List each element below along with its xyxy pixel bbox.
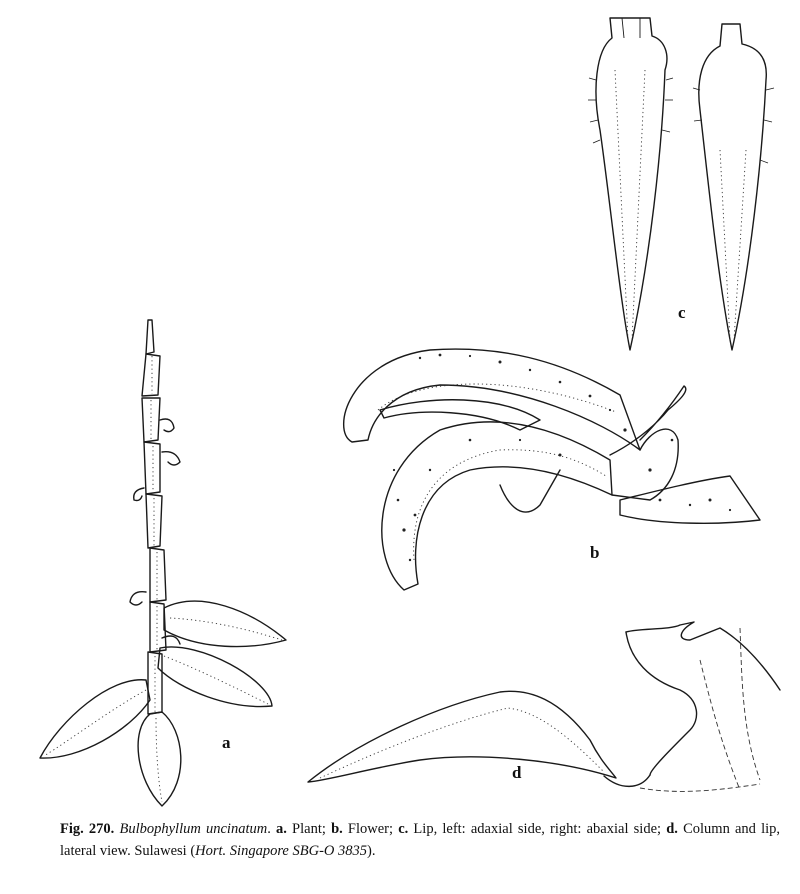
caption-text-a: Plant; [286,821,332,837]
caption-text-c: Lip, left: adaxial side, right: abaxial side; [408,821,667,837]
caption-fig-number: Fig. 270. [60,821,115,837]
panel-d-column-lip [308,622,780,791]
caption-voucher: Hort. Singapore SBG-O 3835 [195,843,367,859]
panel-b-flower [344,349,760,590]
caption-end: ). [367,843,376,859]
panel-label-b: b [590,543,600,562]
caption-text-b: Flower; [342,821,399,837]
panel-label-c: c [678,303,686,322]
panel-label-d: d [512,763,522,782]
panel-c-lip [588,18,774,350]
panel-a-plant [40,320,286,806]
figure-caption [60,818,780,862]
caption-key-c: c. [398,821,409,837]
panel-label-a: a [222,733,231,752]
caption-key-d: d. [666,821,678,837]
caption-key-b: b. [331,821,343,837]
caption-species: Bulbophyllum uncinatum [119,821,268,837]
caption-key-a: a. [276,821,287,837]
caption-sep: . [267,821,277,837]
caption-text-d: Column and lip, lateral view. Sulawesi ( [60,821,781,859]
